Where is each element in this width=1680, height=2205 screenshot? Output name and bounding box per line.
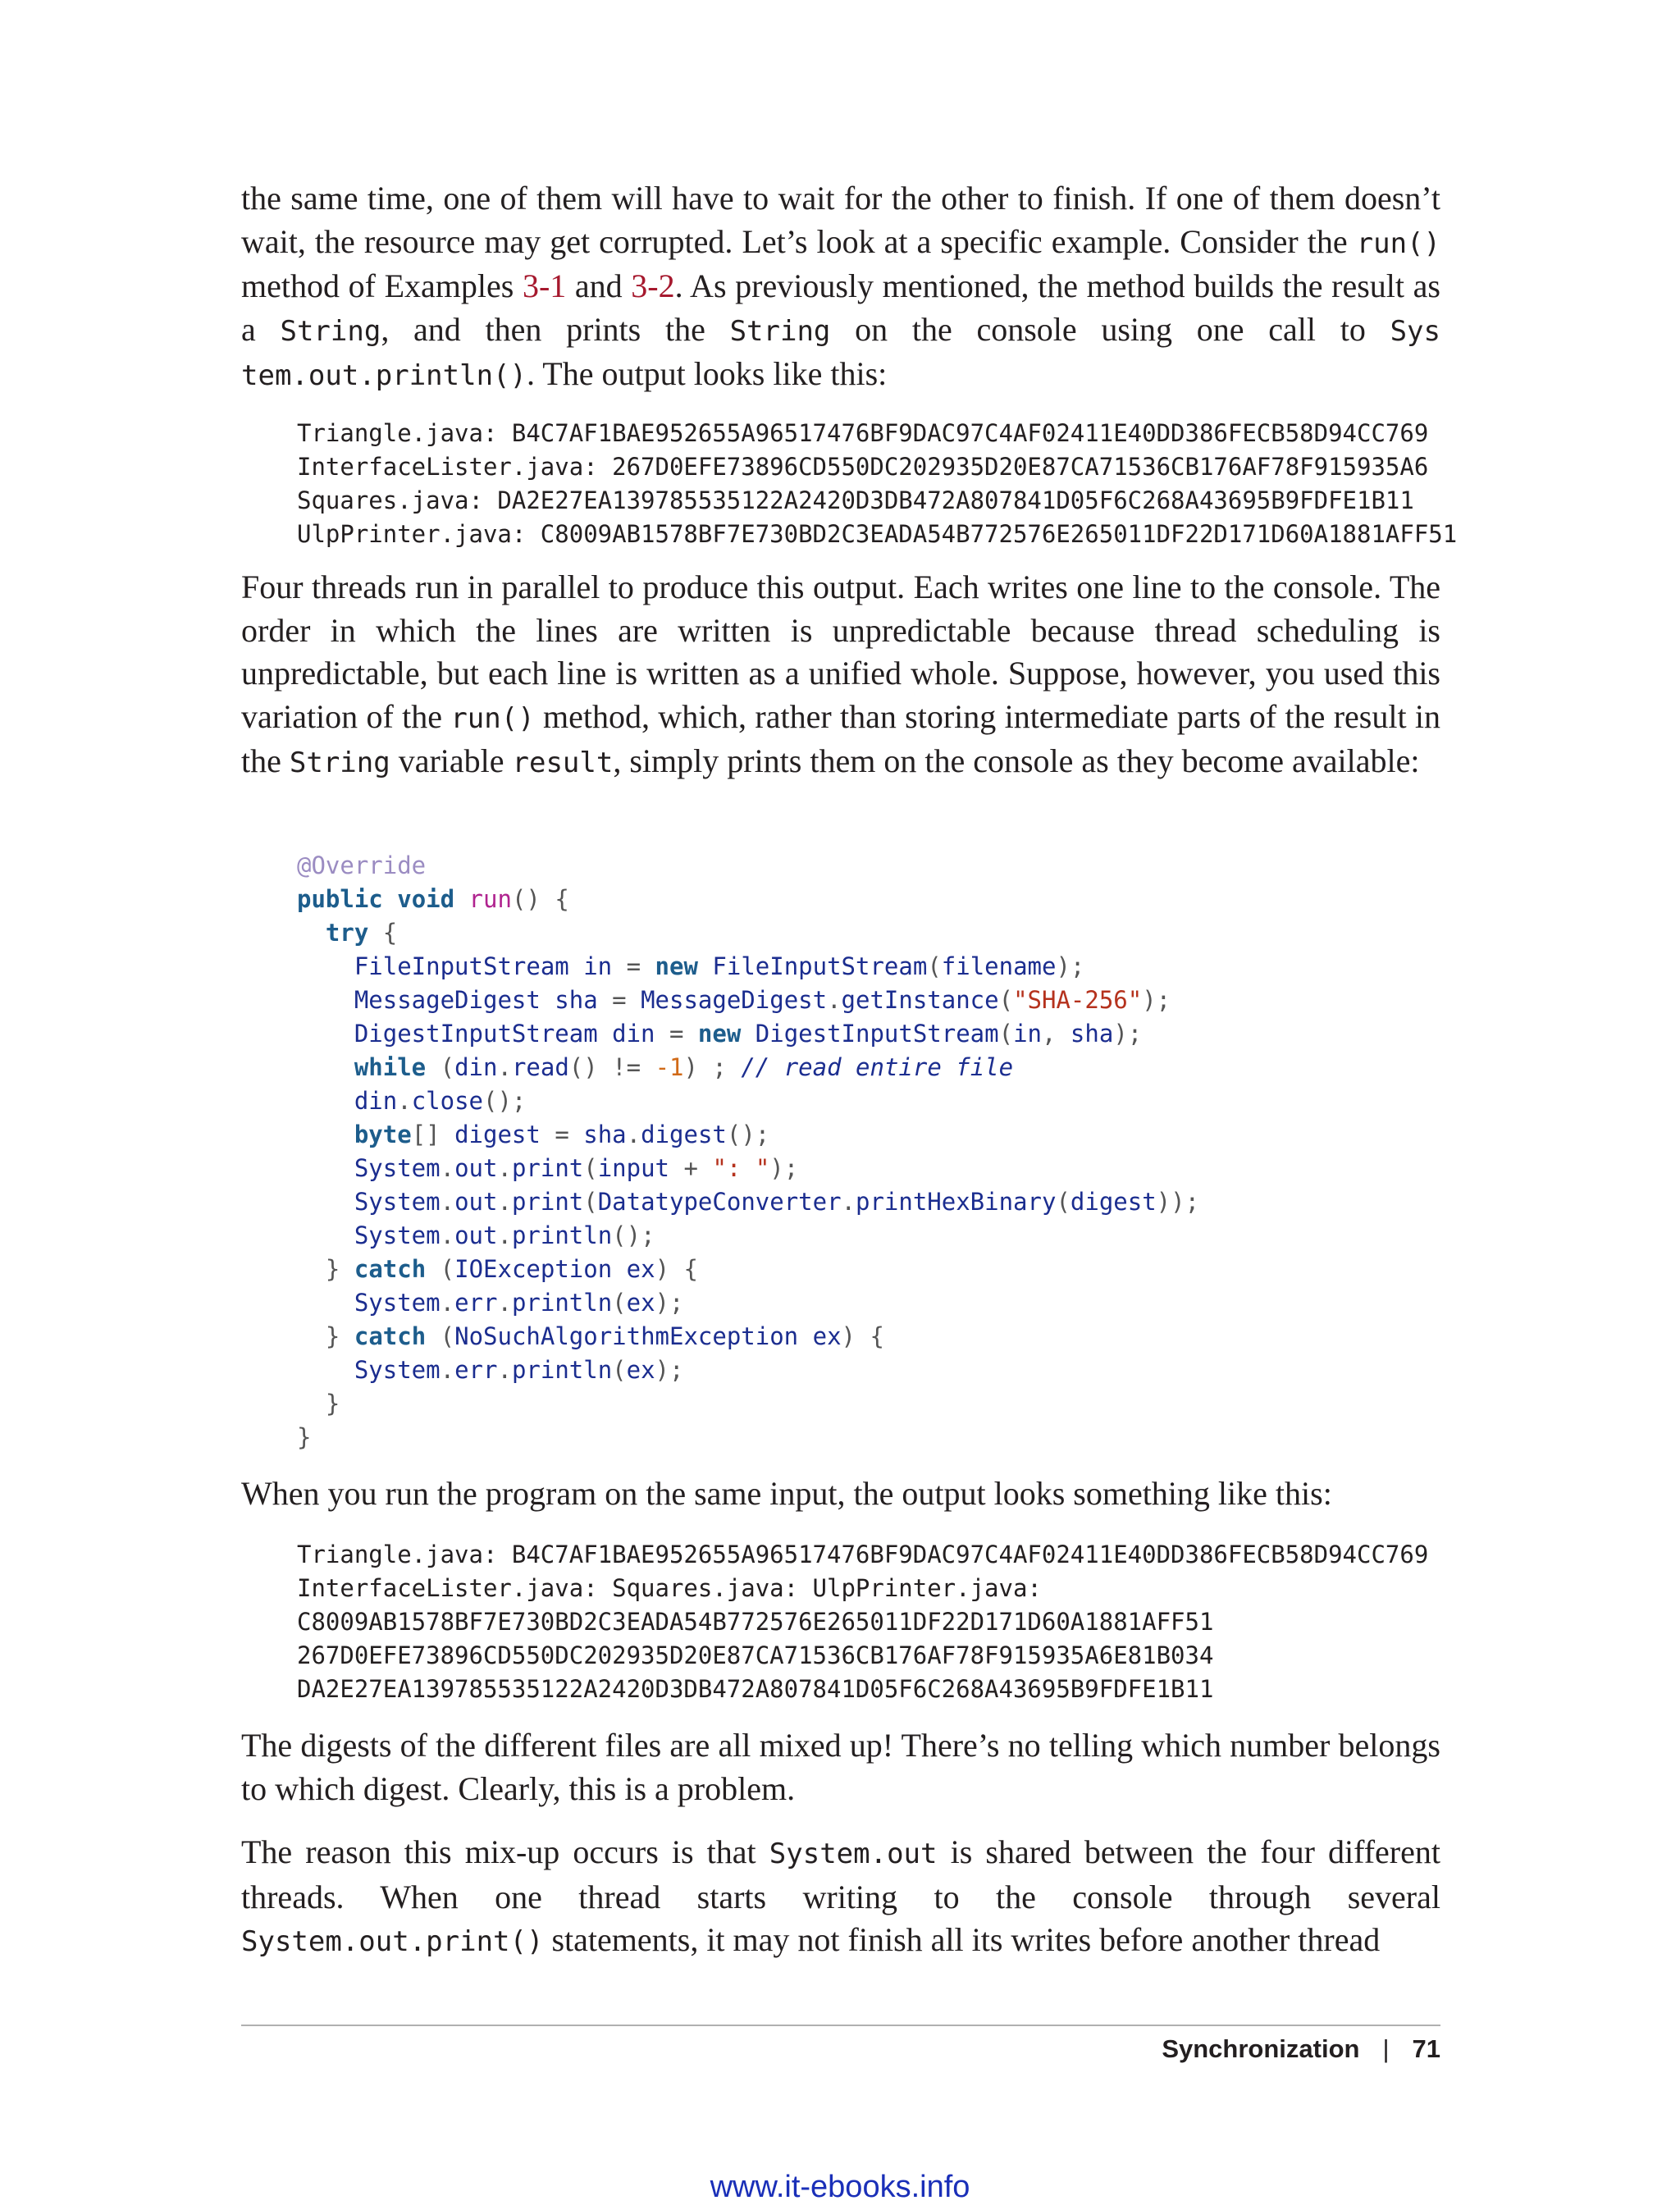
output-line: DA2E27EA139785535122A2420D3DB472A807841D05F6C268A43695B9FDFE1B11 [297, 1675, 1214, 1703]
code-token: print [511, 1188, 584, 1216]
code-token: System [354, 1154, 441, 1182]
output-line: Triangle.java: B4C7AF1BAE952655A96517476BF9DAC97C4AF02411E40DD386FECB58D94CC769 [297, 419, 1429, 447]
paragraph-1 [241, 177, 1440, 398]
code-token: FileInputStream [712, 952, 928, 980]
code-token: ex [626, 1356, 655, 1384]
paragraph-text: statements, it may not finish all its writes before another thread [543, 1921, 1381, 1958]
code-token: MessageDigest [354, 986, 541, 1014]
inline-code: run() [450, 701, 535, 735]
code-token: filename [941, 952, 1057, 980]
code-token: in [583, 952, 613, 980]
code-token: sha [555, 986, 598, 1014]
code-token: new [655, 952, 698, 980]
code-token: void [397, 885, 455, 913]
code-token: run [468, 885, 512, 913]
code-token: System [354, 1188, 441, 1216]
output-line: C8009AB1578BF7E730BD2C3EADA54B772576E265011DF22D171D60A1881AFF51 [297, 1608, 1214, 1636]
output-listing-1 [297, 417, 1457, 551]
section-title: Synchronization [1162, 2034, 1360, 2063]
code-token: in [1013, 1020, 1042, 1048]
paragraph-3: When you run the program on the same input, the output looks something like this: [241, 1475, 1332, 1512]
page-number: 71 [1412, 2034, 1440, 2063]
code-token: print [511, 1154, 584, 1182]
code-token: println [511, 1221, 613, 1249]
code-token: out [454, 1154, 498, 1182]
code-token: try [325, 919, 369, 947]
code-token: sha [583, 1121, 627, 1148]
code-token: System [354, 1289, 441, 1317]
output-line: Squares.java: DA2E27EA139785535122A2420D3DB472A807841D05F6C268A43695B9FDFE1B11 [297, 486, 1414, 514]
code-token: FileInputStream [354, 952, 569, 980]
code-token: IOException [454, 1255, 613, 1283]
paragraph-text: method of Examples [241, 267, 523, 304]
page-footer [1162, 2034, 1440, 2064]
code-token: System [354, 1356, 441, 1384]
paragraph-2 [241, 566, 1440, 785]
code-token: out [454, 1221, 498, 1249]
paragraph-text: is shared between the four different threads. When one thread starts writing to the console through several [241, 1833, 1440, 1915]
code-token: @Override [297, 851, 427, 879]
code-token: new [697, 1020, 742, 1048]
code-token: out [454, 1188, 498, 1216]
code-token: printHexBinary [856, 1188, 1057, 1216]
output-line: 267D0EFE73896CD550DC202935D20E87CA71536CB176AF78F915935A6E81B034 [297, 1641, 1214, 1669]
code-token: din [354, 1087, 398, 1115]
watermark-link[interactable]: www.it-ebooks.info [710, 2170, 970, 2204]
code-token: DigestInputStream [755, 1020, 999, 1048]
code-token: DatatypeConverter [597, 1188, 842, 1216]
inline-code: System.out.print() [241, 1925, 544, 1958]
code-token: ex [626, 1255, 655, 1283]
paragraph-text: on the console using one call to [830, 310, 1390, 348]
output-line: InterfaceLister.java: Squares.java: UlpPrinter.java: [297, 1574, 1042, 1602]
code-token: close [411, 1087, 484, 1115]
code-token: ex [626, 1289, 655, 1317]
code-comment: // read entire file [741, 1053, 1014, 1081]
output-line: Triangle.java: B4C7AF1BAE952655A96517476BF9DAC97C4AF02411E40DD386FECB58D94CC769 [297, 1541, 1429, 1568]
paragraph-text: method, which, rather than storing intermediate parts of the result in the [241, 697, 1440, 779]
paragraph-5 [241, 1831, 1440, 1964]
code-token: println [511, 1289, 613, 1317]
code-token: "SHA-256" [1013, 986, 1143, 1014]
code-token: catch [354, 1322, 427, 1350]
paragraph-text: Four threads run in parallel to produce this output. Each writes one line to the console. The order in which the lines are written is unpredictable because thread scheduling is unpredictable, but each line is written as a unified whole. Suppose, however, you used this variation of the [241, 568, 1440, 735]
code-token: input [597, 1154, 670, 1182]
paragraph-text: . As previously mentioned, the method builds the result as a [241, 267, 1440, 348]
output-line: UlpPrinter.java: C8009AB1578BF7E730BD2C3EADA54B772576E265011DF22D171D60A1881AFF51 [297, 520, 1458, 548]
code-token: catch [354, 1255, 427, 1283]
code-token: ": " [712, 1154, 770, 1182]
paragraph-text: variable [390, 742, 513, 779]
code-token: ex [812, 1322, 842, 1350]
output-line: InterfaceLister.java: 267D0EFE73896CD550DC202935D20E87CA71536CB176AF78F915935A6 [297, 453, 1429, 481]
example-link-3-2[interactable]: 3-2 [631, 267, 675, 304]
code-token: println [511, 1356, 613, 1384]
code-token: public [297, 885, 383, 913]
code-token: err [454, 1289, 498, 1317]
code-token: System [354, 1221, 441, 1249]
code-token: din [612, 1020, 655, 1048]
inline-code: result [512, 746, 614, 779]
code-token: -1 [655, 1053, 684, 1081]
code-token: digest [641, 1121, 727, 1148]
paragraph-text: the same time, one of them will have to wait for the other to finish. If one of them doesn’t wait, the resource may get corrupted. Let’s look at a specific example. Consider the [241, 180, 1440, 260]
code-token: DigestInputStream [354, 1020, 598, 1048]
output-listing-2 [297, 1538, 1428, 1706]
code-token: NoSuchAlgorithmException [454, 1322, 799, 1350]
footer-divider [241, 2025, 1440, 2026]
code-token: getInstance [841, 986, 999, 1014]
paragraph-text: , and then prints the [381, 310, 730, 348]
paragraph-text: and [566, 267, 632, 304]
inline-code: String [289, 746, 390, 779]
paragraph-text: . The output looks like this: [527, 355, 888, 392]
inline-code: Sys tem.out.println() [241, 314, 1440, 392]
java-code-listing: @Override public void run() { try { FileInputStream in = new FileInputStream(filename); MessageDigest sha = MessageDigest.getInstance("SHA-256"); DigestInputStream din = new DigestInputStream(in, sha); while (din.read() != -1) ; // read entire file din.close(); byte[] digest = sha.digest(); System.out.print(input + ": "); System.out.print(DatatypeConverter.printHexBinary(digest)); System.out.println(); } catch (IOException ex) { System.err.println(ex); } catch (NoSuchAlgorithmException ex) { System.err.println(ex); } } [297, 851, 1200, 1451]
paragraph-text: The reason this mix-up occurs is that [241, 1833, 769, 1870]
paragraph-4: The digests of the different files are all mixed up! There’s no telling which number belongs to which digest. Clearly, this is a problem. [241, 1727, 1440, 1807]
code-token: read [511, 1053, 569, 1081]
paragraph-text: , simply prints them on the console as they become available: [613, 742, 1420, 779]
code-token: digest [1070, 1188, 1157, 1216]
code-token: MessageDigest [641, 986, 828, 1014]
code-token: din [454, 1053, 498, 1081]
inline-code: System.out [769, 1838, 938, 1870]
code-token: sha [1070, 1020, 1114, 1048]
code-token: err [454, 1356, 498, 1384]
inline-code: String [280, 314, 381, 348]
code-token: digest [454, 1121, 541, 1148]
example-link-3-1[interactable]: 3-1 [522, 267, 567, 304]
footer-separator: | [1382, 2034, 1390, 2063]
inline-code: String [729, 314, 831, 348]
code-token: while [354, 1053, 427, 1081]
inline-code: run() [1356, 226, 1440, 260]
code-token: byte [354, 1121, 412, 1148]
